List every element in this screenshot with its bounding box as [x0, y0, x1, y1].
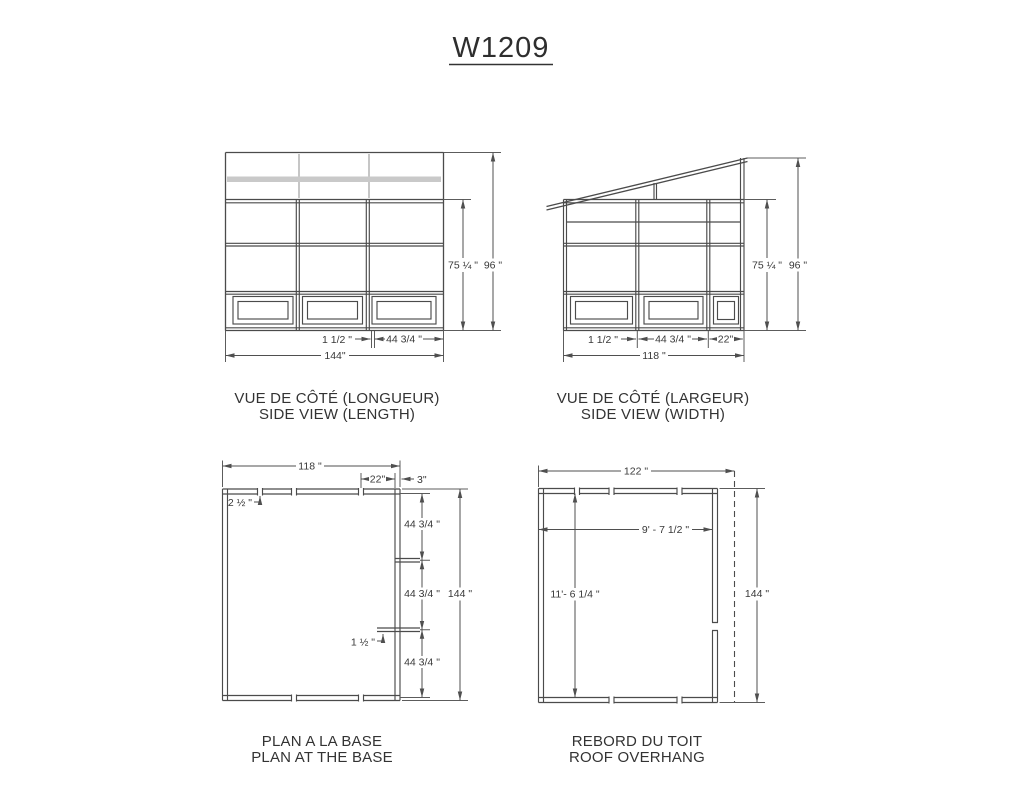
dim-depth: 144 " — [447, 588, 473, 600]
caption-en: SIDE VIEW (LENGTH) — [258, 406, 416, 423]
dim-total-height: 96 " — [788, 259, 808, 272]
drawing-title: W1209 — [452, 32, 550, 64]
kick-panels — [571, 297, 739, 325]
dim-total-width: 144" — [324, 350, 346, 362]
structure — [539, 471, 735, 704]
caption-fr: PLAN A LA BASE — [261, 733, 383, 750]
dim-total-height: 96 " — [483, 259, 503, 272]
dim-top-width: 118 " — [298, 460, 322, 473]
caption-fr: REBORD DU TOIT — [571, 733, 703, 750]
dim-door: 22" — [369, 473, 386, 486]
structure — [226, 153, 444, 331]
structure — [223, 488, 421, 703]
sheet-header — [449, 32, 553, 65]
dim-bay-3: 44 3/4 " — [404, 656, 440, 669]
dim-total-width: 118 " — [642, 350, 666, 362]
dim-inner-width: 9' - 7 1/2 " — [641, 524, 690, 536]
dim-bay: 44 3/4 " — [386, 333, 422, 346]
dim-wall-height: 75 ¼ " — [752, 259, 782, 272]
dim-post: 1 1/2 " — [588, 334, 618, 346]
dim-top-width: 122 " — [623, 465, 649, 478]
roof-post — [654, 183, 657, 200]
view-plan-base — [223, 460, 475, 766]
dim-bay-1: 44 3/4 " — [404, 518, 440, 531]
caption-fr: VUE DE CÔTÉ (LARGEUR) — [556, 390, 750, 407]
dim-bay: 44 3/4 " — [655, 333, 691, 346]
dimensions — [539, 465, 772, 703]
dim-depth: 144 " — [744, 588, 770, 600]
dim-wall-height: 75 ¼ " — [448, 259, 478, 272]
view-roof-overhang — [539, 465, 772, 766]
caption-en: ROOF OVERHANG — [569, 749, 705, 766]
dim-post: 1 1/2 " — [322, 334, 352, 346]
caption-fr: VUE DE CÔTÉ (LONGUEUR) — [234, 390, 440, 407]
caption-en: PLAN AT THE BASE — [251, 749, 393, 766]
dim-wall-thickness: 3" — [417, 474, 427, 486]
wall-break-ticks — [258, 488, 364, 702]
dimensions — [223, 460, 475, 701]
kick-panels — [233, 297, 436, 325]
dimensions — [564, 158, 810, 362]
dim-post-width: 2 ½ " — [227, 497, 252, 509]
structure — [547, 158, 748, 331]
gray-beam-band — [227, 177, 441, 183]
gray-mullion-lines — [299, 154, 369, 198]
view-side-length — [226, 153, 505, 424]
view-side-width — [547, 158, 810, 423]
roof-slope-line — [547, 158, 748, 210]
dim-bay-2: 44 3/4 " — [404, 588, 440, 600]
caption-en: SIDE VIEW (WIDTH) — [580, 406, 726, 423]
dim-stub: 1 ½ " — [350, 636, 375, 649]
dim-end-bay: 22" — [717, 333, 734, 346]
dim-inner-depth: 11'- 6 1/4 " — [550, 588, 600, 601]
